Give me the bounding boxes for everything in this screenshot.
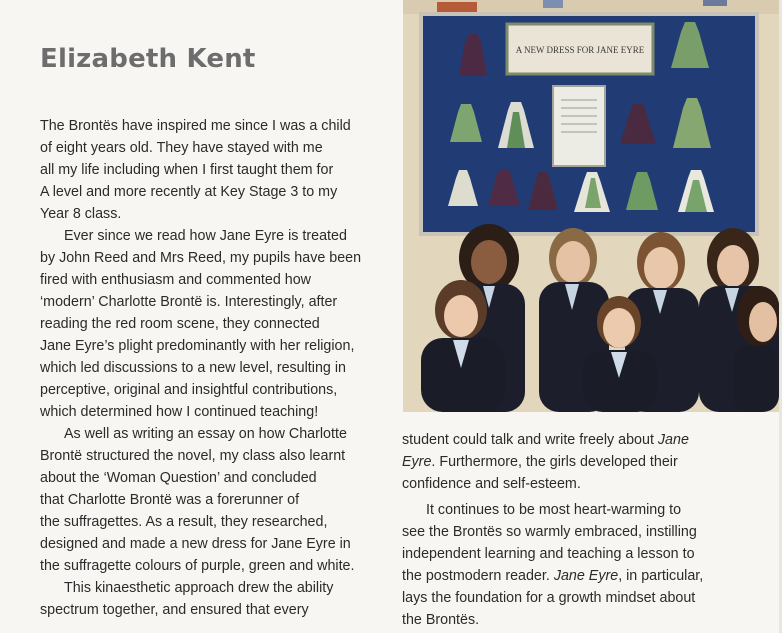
book-title: Eyre (402, 454, 432, 470)
book-title: Jane Eyre (553, 568, 619, 584)
text-line: reading the red room scene, they connected (40, 316, 320, 332)
text-line (402, 429, 742, 451)
text-line: the Brontës. (402, 612, 480, 628)
text-line: spectrum together, and ensured that every (40, 602, 309, 618)
text-line: independent learning and teaching a lesson to (402, 546, 695, 562)
text-line: ‘modern’ Charlotte Brontë is. Interestingly, after (40, 294, 338, 310)
text-line: the suffragettes. As a result, they researched, (40, 514, 328, 530)
paragraph-5 (402, 429, 742, 495)
text-line: of eight years old. They have stayed with me (40, 140, 323, 156)
book-title: Jane (657, 432, 689, 448)
text-line: about the ‘Woman Question’ and concluded (40, 470, 317, 486)
text-line: A level and more recently at Key Stage 3 to my (40, 184, 338, 200)
right-text-column (402, 429, 742, 631)
text-line: It continues to be most heart-warming to (426, 502, 682, 518)
text-fragment: , in particular, (618, 568, 704, 584)
class-photo (403, 0, 779, 412)
text-line: that Charlotte Brontë was a forerunner of (40, 492, 300, 508)
text-line: The Brontës have inspired me since I was a child (40, 118, 351, 134)
text-line: by John Reed and Mrs Reed, my pupils have been (40, 250, 362, 266)
paragraph-6 (402, 499, 742, 631)
text-line: lays the foundation for a growth mindset about (402, 590, 696, 606)
text-line: designed and made a new dress for Jane Eyre in (40, 536, 351, 552)
text-line: which led discussions to a new level, resulting in (40, 360, 346, 376)
text-line: confidence and self-esteem. (402, 476, 581, 492)
text-line: the suffragette colours of purple, green and white. (40, 558, 355, 574)
text-line (402, 451, 742, 473)
paragraph-2 (40, 225, 378, 423)
paragraph-1 (40, 115, 378, 225)
text-line: see the Brontës so warmly embraced, instilling (402, 524, 697, 540)
text-line: perceptive, original and insightful contributions, (40, 382, 338, 398)
author-heading: Elizabeth Kent (40, 44, 256, 74)
text-line: Year 8 class. (40, 206, 122, 222)
text-line: which determined how I continued teaching! (40, 404, 319, 420)
paragraph-4 (40, 577, 378, 621)
text-fragment: student could talk and write freely about (402, 432, 658, 448)
photo-illustration (403, 0, 779, 412)
text-line: Ever since we read how Jane Eyre is treated (64, 228, 347, 244)
text-line: all my life including when I first taught them for (40, 162, 334, 178)
paragraph-3 (40, 423, 378, 577)
board-sign: A NEW DRESS FOR JANE EYRE (515, 45, 645, 55)
text-line: Brontë structured the novel, my class also learnt (40, 448, 346, 464)
text-line: This kinaesthetic approach drew the ability (64, 580, 334, 596)
text-fragment: the postmodern reader. (402, 568, 554, 584)
text-line: fired with enthusiasm and commented how (40, 272, 311, 288)
text-line: Jane Eyre’s plight predominantly with her religion, (40, 338, 355, 354)
text-fragment: . Furthermore, the girls developed their (431, 454, 678, 470)
text-line: As well as writing an essay on how Charlotte (64, 426, 347, 442)
left-text-column (40, 115, 378, 621)
text-line (402, 565, 742, 587)
